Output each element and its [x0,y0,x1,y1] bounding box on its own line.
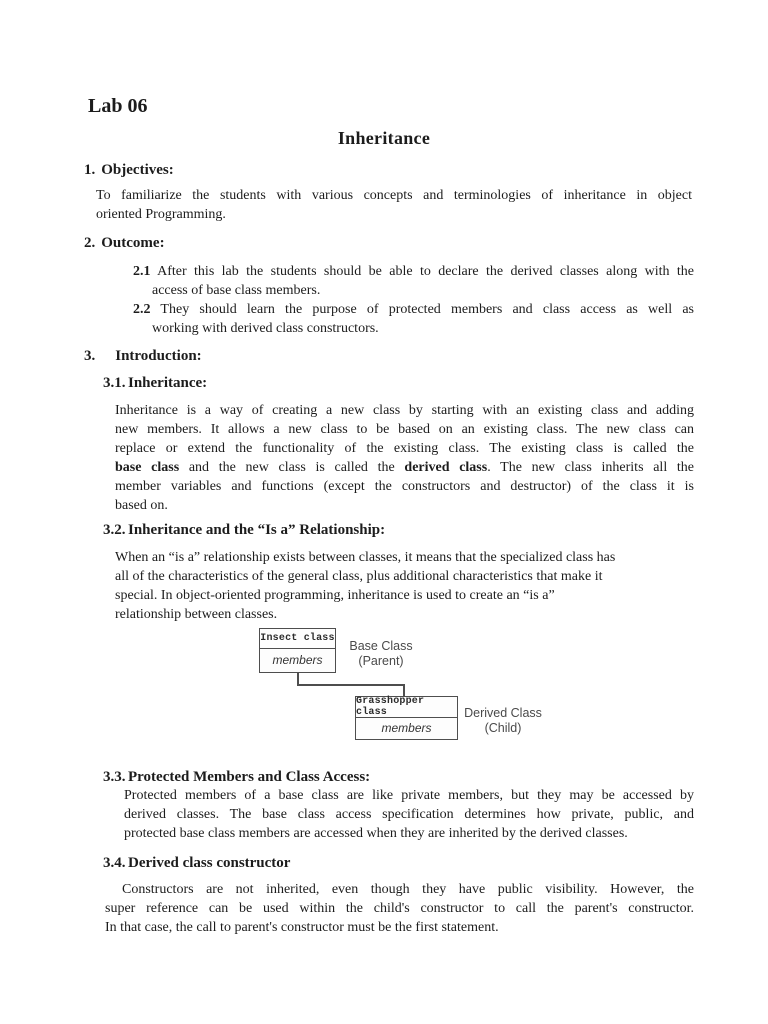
derived-class-box [355,696,458,740]
subsection-number: 3.1. [103,375,126,391]
text-line: access of base class members. [152,283,321,298]
is-a-paragraph [115,548,694,624]
text-line: special. In object-oriented programming, inheritance is used to create an “is a” [115,588,555,603]
text-line: Inheritance is a way of creating a new class by starting with an existing class and adding [115,403,694,418]
subsection-heading-text: Inheritance: [128,375,208,391]
subsection-heading-text: Derived class constructor [128,855,291,871]
section-number: 2. [84,235,96,251]
outcome-item-2-2 [133,300,694,338]
derived-class-label-line2: (Child) [484,721,522,735]
text-line: replace or extend the functionality of the existing class. The existing class is called the [115,441,694,456]
derived-class-box-title: Grasshopper class [356,697,457,718]
section-heading-objectives [84,161,768,180]
base-class-box-title: Insect class [260,629,335,649]
outcome-list [133,262,694,338]
inheritance-paragraph [115,401,694,515]
section-heading-text: Objectives: [101,162,174,178]
subsection-heading-derived-constructor [103,854,768,873]
subsection-number: 3.4. [103,855,126,871]
text-line: oriented Programming. [96,207,226,222]
subsection-heading-text: Inheritance and the “Is a” Relationship: [128,522,386,538]
subsection-number: 3.3. [103,769,126,785]
subsection-heading-text: Protected Members and Class Access: [128,769,371,785]
derived-class-box-members: members [381,720,432,735]
section-heading-text: Outcome: [101,235,165,251]
subsection-number: 3.2. [103,522,126,538]
connector-line [297,684,405,686]
derived-class-label [458,706,548,736]
text-line: 2.1 After this lab the students should be able to declare the derived classes along with the [133,264,694,279]
section-number: 1. [84,162,96,178]
derived-constructor-paragraph [105,880,694,937]
text-line: Protected members of a base class are like private members, but they may be accessed by [124,788,694,803]
text-line: Constructors are not inherited, even though they have public visibility. However, the [122,882,694,897]
text-line: relationship between classes. [115,607,278,622]
base-class-box [259,628,336,673]
text-line: working with derived class constructors. [152,321,379,336]
section-heading-text: Introduction: [115,348,202,364]
text-line: base class and the new class is called the derived class. The new class inherits all the [115,460,694,475]
protected-members-paragraph [124,787,694,844]
text-line: 2.2 They should learn the purpose of protected members and class access as well as [133,302,694,317]
text-line: To familiarize the students with various concepts and terminologies of inheritance in object [96,188,692,203]
subsection-heading-inheritance [103,374,768,393]
inheritance-diagram [0,628,768,742]
derived-class-label-line1: Derived Class [464,706,542,720]
text-line: all of the characteristics of the general class, plus additional characteristics that make it [115,569,603,584]
text-line: member variables and functions (except the constructors and destructor) of the class it is [115,479,694,494]
section-heading-introduction [84,347,768,366]
text-line: protected base class members are accessed when they are inherited by the derived classes. [124,826,628,841]
base-class-label-line1: Base Class [349,639,413,653]
base-class-label [336,639,426,669]
text-line: derived classes. The base class access specification determines how private, public, and [124,807,694,822]
subsection-heading-protected-members [103,768,768,787]
page-title: Inheritance [337,128,431,148]
text-line: based on. [115,498,168,513]
objectives-paragraph [96,186,692,224]
section-number: 3. [84,348,96,364]
text-line: new members. It allows a new class to be based on an existing class. The new class can [115,422,694,437]
lab-label: Lab 06 [88,95,148,117]
subsection-heading-is-a [103,521,768,540]
outcome-item-2-1 [133,262,694,300]
text-line: When an “is a” relationship exists between classes, it means that the specialized class has [115,550,616,565]
text-line: super reference can be used within the child's constructor to call the parent's constructor. [105,901,694,916]
base-class-label-line2: (Parent) [358,654,404,668]
section-heading-outcome [84,234,768,253]
text-line: In that case, the call to parent's constructor must be the first statement. [105,920,499,935]
base-class-box-members: members [272,652,323,667]
